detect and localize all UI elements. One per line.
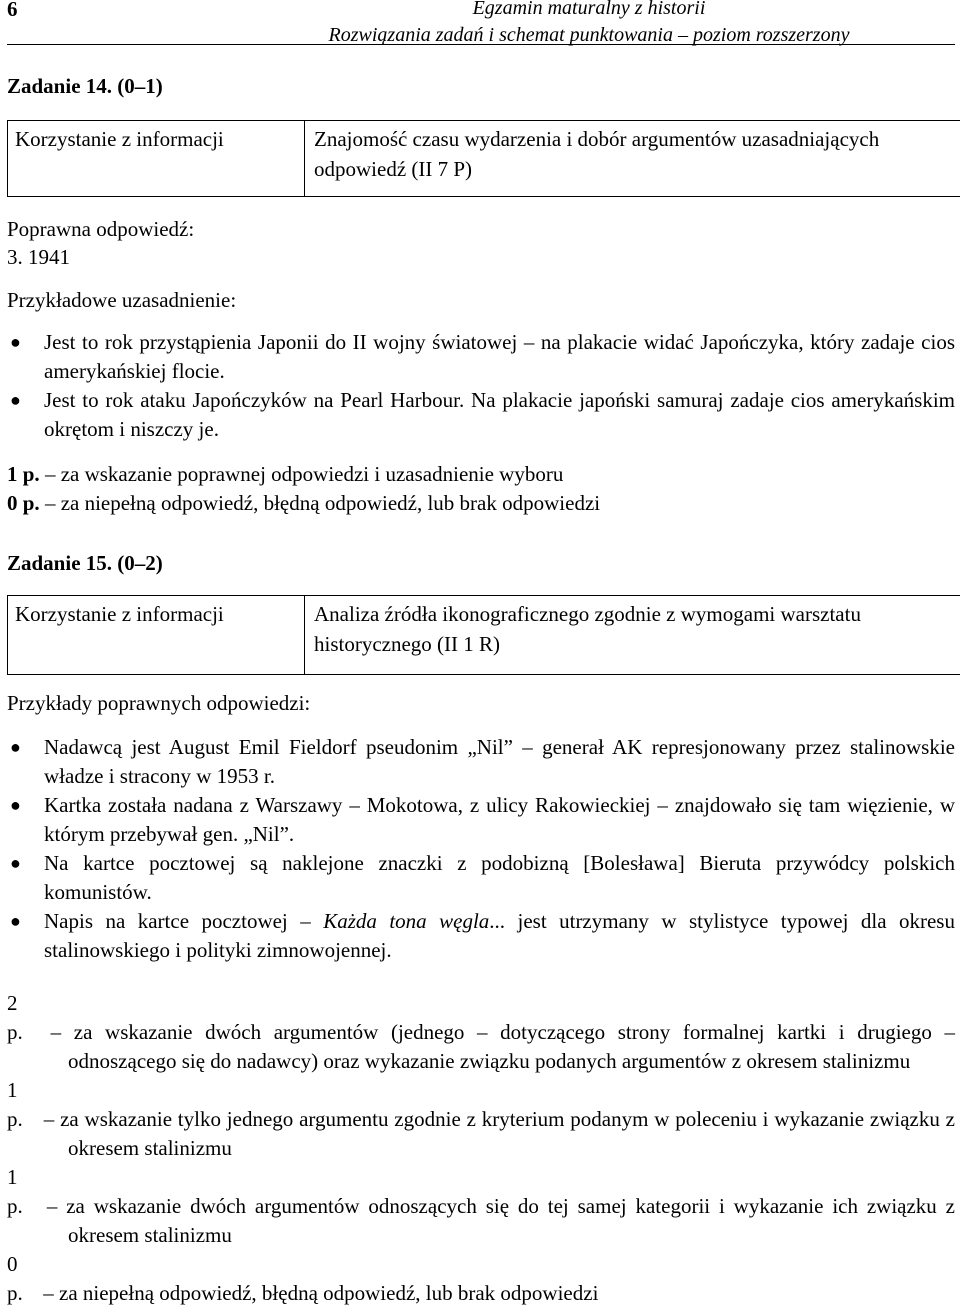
header-subtitle: Rozwiązania zadań i schemat punktowania – poziom rozszerzony <box>209 22 960 49</box>
bullet-icon: ● <box>10 849 21 878</box>
list-item-text: Jest to rok przystąpienia Japonii do II wojny światowej – na plakacie widać Japończyka, który zadaje cios amerykańskiej flocie. <box>44 330 955 383</box>
scoring-points: 1 p. <box>7 1076 38 1134</box>
list-item <box>7 328 955 386</box>
list-item-text: Nadawcą jest August Emil Fieldorf pseudonim „Nil” – generał AK represjonowany przez stalinowskie władze i stracony w 1953 r. <box>44 735 955 788</box>
scoring-points: 0 p. <box>7 1250 38 1308</box>
scoring-row <box>7 989 955 1076</box>
task14-requirement-detail: Znajomość czasu wydarzenia i dobór argumentów uzasadniających odpowiedź (II 7 P) <box>305 121 960 197</box>
scoring-text: – za wskazanie poprawnej odpowiedzi i uzasadnienie wyboru <box>40 462 564 486</box>
bullet-icon: ● <box>10 386 21 415</box>
list-item <box>7 849 955 907</box>
bullet-icon: ● <box>10 733 21 762</box>
task15-examples-label: Przykłady poprawnych odpowiedzi: <box>7 689 310 718</box>
scoring-text: – za wskazanie tylko jednego argumentu zgodnie z kryterium podanym w poleceniu i wykazanie związku z okresem stalinizmu <box>38 1107 955 1160</box>
task14-justification-label: Przykładowe uzasadnienie: <box>7 286 236 315</box>
task14-correct-answer: 3. 1941 <box>7 243 70 272</box>
page-number: 6 <box>7 0 18 24</box>
list-item <box>7 791 955 849</box>
task14-requirements-table <box>7 120 960 197</box>
scoring-row <box>7 1076 955 1163</box>
task15-requirements-table <box>7 595 960 675</box>
task14-correct-answer-label: Poprawna odpowiedź: <box>7 215 194 244</box>
scoring-row <box>7 1163 955 1250</box>
task15-scoring <box>7 989 955 1308</box>
list-item-text: Jest to rok ataku Japończyków na Pearl Harbour. Na plakacie japoński samuraj zadaje cios amerykańskim okrętom i niszczy je. <box>44 388 955 441</box>
header-titles <box>209 0 960 49</box>
list-item-text: Na kartce pocztowej są naklejone znaczki z podobizną [Bolesława] Bieruta przywódcy polskich komunistów. <box>44 851 955 904</box>
task15-requirement-detail: Analiza źródła ikonograficznego zgodnie z wymogami warsztatu historycznego (II 1 R) <box>305 596 960 675</box>
list-item-text: Kartka została nadana z Warszawy – Mokotowa, z ulicy Rakowieckiej – znajdowało się tam więzienie, w którym przebywał gen. „Nil”. <box>44 793 955 846</box>
scoring-points: 1 p. <box>7 1163 38 1221</box>
scoring-text: – za wskazanie dwóch argumentów odnoszących się do tej samej kategorii i wykazanie ich związku z okresem stalinizmu <box>38 1194 955 1247</box>
list-item <box>7 907 955 965</box>
task15-title: Zadanie 15. (0–2) <box>7 549 163 578</box>
scoring-text: – za niepełną odpowiedź, błędną odpowiedź, lub brak odpowiedzi <box>38 1281 598 1305</box>
list-item-text-after: ... jest utrzymany w stylistyce typowej dla okresu stalinowskiego i polityki zimnowojennej. <box>44 909 955 962</box>
scoring-text: – za wskazanie dwóch argumentów (jednego – dotyczącego strony formalnej kartki i drugiego – odnoszącego się do nadawcy) oraz wykazanie związku podanych argumentów z okresem stalinizmu <box>38 1020 955 1073</box>
task14-title: Zadanie 14. (0–1) <box>7 72 163 101</box>
task14-requirement-general: Korzystanie z informacji <box>8 121 305 197</box>
document-page <box>7 0 955 45</box>
task14-justification-list <box>7 328 955 444</box>
task15-requirement-general: Korzystanie z informacji <box>8 596 305 675</box>
header-exam-title: Egzamin maturalny z historii <box>209 0 960 22</box>
scoring-text: – za niepełną odpowiedź, błędną odpowiedź, lub brak odpowiedzi <box>40 491 600 515</box>
bullet-icon: ● <box>10 791 21 820</box>
list-item-text-italic: Każda tona węgla <box>323 909 489 933</box>
list-item-text-before: Napis na kartce pocztowej – <box>44 909 323 933</box>
page-header <box>7 0 955 45</box>
list-item <box>7 386 955 444</box>
scoring-row <box>7 460 955 489</box>
scoring-points: 0 p. <box>7 491 40 515</box>
scoring-row <box>7 1250 955 1308</box>
bullet-icon: ● <box>10 907 21 936</box>
scoring-points: 2 p. <box>7 989 38 1047</box>
scoring-row <box>7 489 955 518</box>
bullet-icon: ● <box>10 328 21 357</box>
scoring-points: 1 p. <box>7 462 40 486</box>
task15-examples-list <box>7 733 955 965</box>
list-item <box>7 733 955 791</box>
task14-scoring <box>7 460 955 518</box>
